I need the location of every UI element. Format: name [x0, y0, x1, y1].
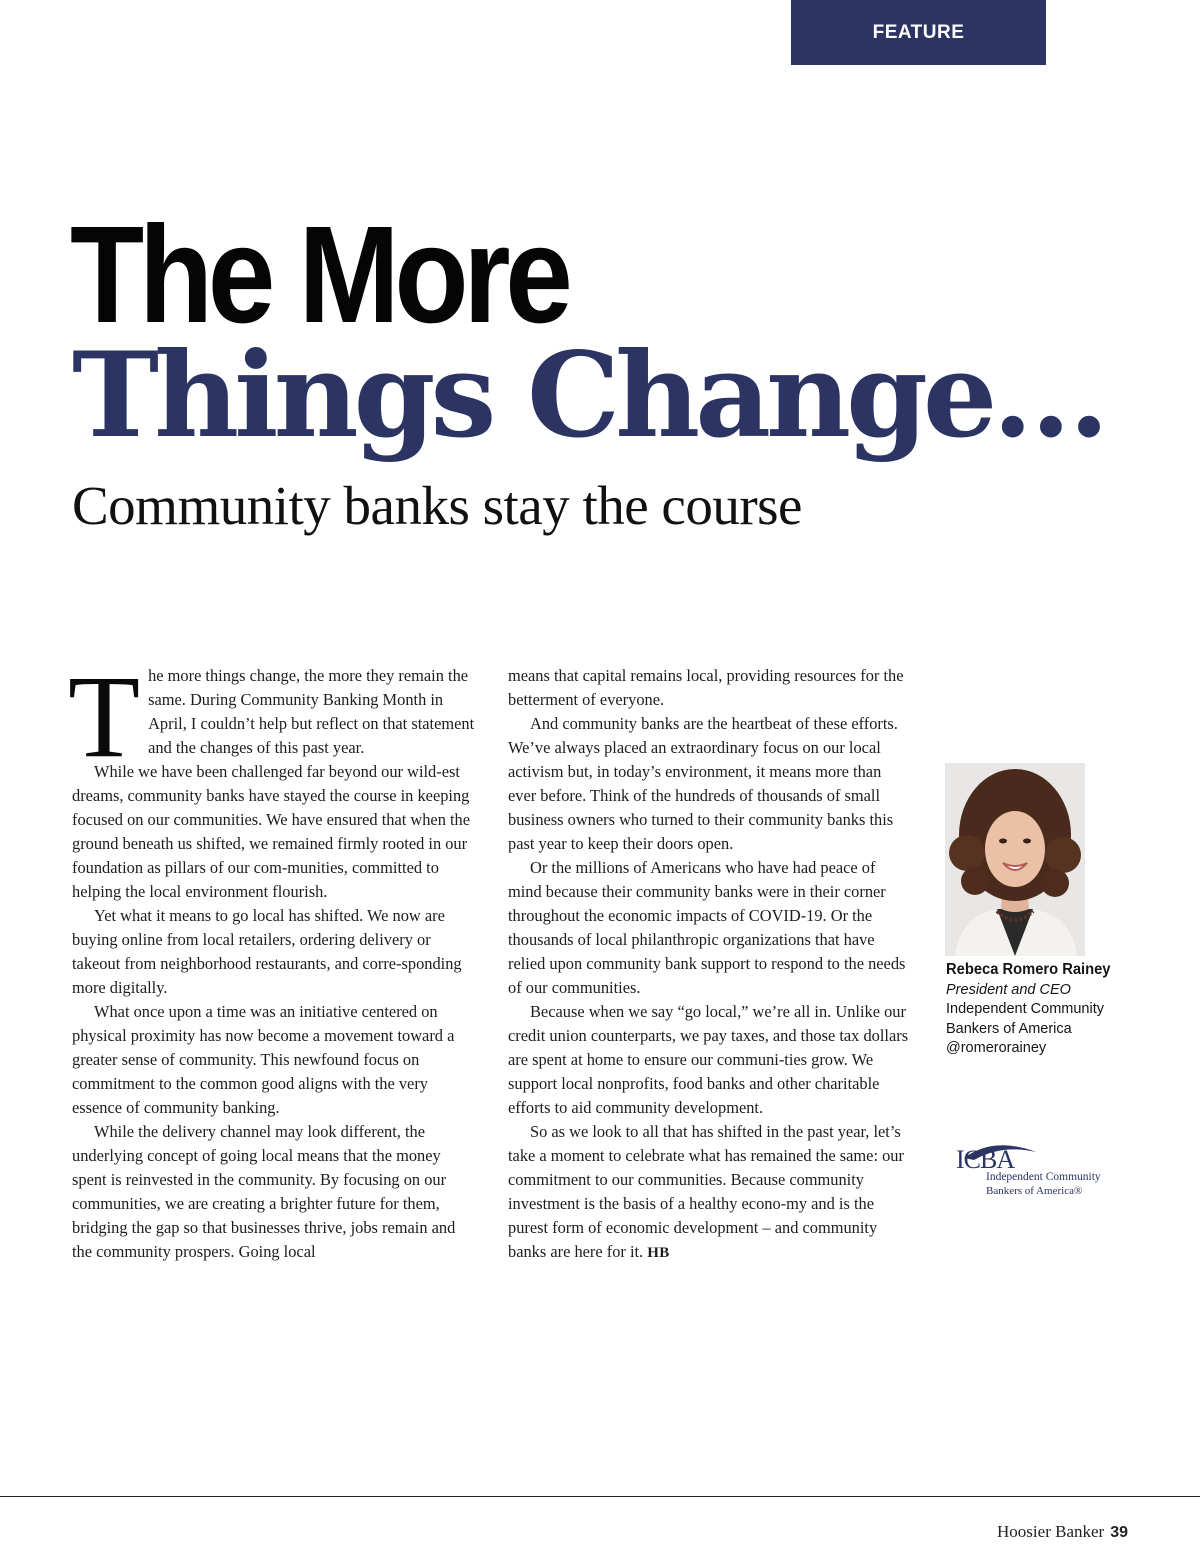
article-column-2 [508, 664, 912, 1265]
icba-logo-image [944, 1138, 1134, 1204]
headline-subtitle: Community banks stay the course [72, 475, 802, 536]
headline-line-2: Things Change… [72, 326, 1105, 464]
article-paragraph: While we have been challenged far beyond our wild-est dreams, community banks have stayed the course in keeping focused on our communities. We have ensured that when the ground beneath us shifted, we remained firmly rooted in our foundation as pillars of our com-munities, committed to helping the local environment flourish. [72, 762, 471, 901]
footer-rule [0, 1496, 1200, 1497]
icba-logo-line-1: Independent Community [986, 1171, 1101, 1183]
publication-name: Hoosier Banker [997, 1522, 1105, 1541]
article-column-1 [68, 651, 476, 1264]
article-paragraph [508, 1120, 912, 1265]
author-organization: Bankers of America [946, 1020, 1072, 1037]
author-photo [945, 763, 1085, 956]
article-paragraph [68, 651, 476, 782]
article-paragraph-text: So as we look to all that has shifted in the past year, let’s take a moment to celebrate what has remained the same: our commitment to our communities. Because community investment is the basis of a healthy econo-my and is the purest form of economic development – and community banks are here for it. [508, 1122, 904, 1261]
article-paragraph: And community banks are the heartbeat of these efforts. We’ve always placed an extraordinary focus on our local activism but, in today’s environment, it means more than ever before. Think of the hundreds of thousands of small business owners who turned to their community banks this past year to keep their doors open. [508, 714, 898, 853]
author-portrait-image [945, 763, 1085, 956]
article-paragraph: Or the millions of Americans who have had peace of mind because their community banks were in their corner throughout the economic impacts of COVID-19. Or the thousands of local philanthropic organizations that have relied upon community bank support to respond to the needs of our communities. [508, 858, 906, 997]
author-organization: Independent Community [946, 1001, 1104, 1017]
headline-line-1: The More [70, 198, 568, 352]
article-paragraph: What once upon a time was an initiative centered on physical proximity has now become a movement toward a greater sense of community. This newfound focus on commitment to the common good aligns with the very essence of community banking. [72, 1002, 455, 1117]
icba-logo [944, 1138, 1134, 1204]
icba-logo-mark: ICBA [956, 1145, 1015, 1174]
article-paragraph: While the delivery channel may look different, the underlying concept of going local means that the money spent is reinvested in the community. By focusing on our communities, we are creating a brighter future for them, bridging the gap so that businesses thrive, jobs remain and the community prospers. Going local [72, 1122, 456, 1261]
author-title: President and CEO [946, 981, 1071, 998]
article-paragraph: means that capital remains local, providing resources for the betterment of everyone. [508, 666, 904, 709]
article-paragraph-text: he more things change, the more they remain the same. During Community Banking Month in April, I couldn’t help but reflect on that statement and the changes of this past year. [148, 666, 475, 757]
page-number: 39 [1110, 1524, 1128, 1541]
drop-cap: T [68, 651, 141, 782]
article-paragraph: Because when we say “go local,” we’re all in. Unlike our credit union counterparts, we pay taxes, and those tax dollars are spent at home to ensure our communi-ties grow. We support local nonprofits, food banks and other charitable efforts to aid community development. [508, 1002, 909, 1117]
article-paragraph: Yet what it means to go local has shifted. We now are buying online from local retailers, ordering delivery or takeout from neighborhood restaurants, and corre-sponding more digitally. [72, 906, 462, 997]
end-mark: HB [647, 1245, 670, 1261]
author-handle: @romerorainey [946, 1040, 1047, 1056]
author-name: Rebeca Romero Rainey [946, 961, 1111, 978]
icba-logo-line-2: Bankers of America® [986, 1185, 1083, 1197]
page-footer [997, 1522, 1128, 1542]
section-tag: FEATURE [791, 0, 1046, 65]
author-info [946, 960, 1119, 1059]
